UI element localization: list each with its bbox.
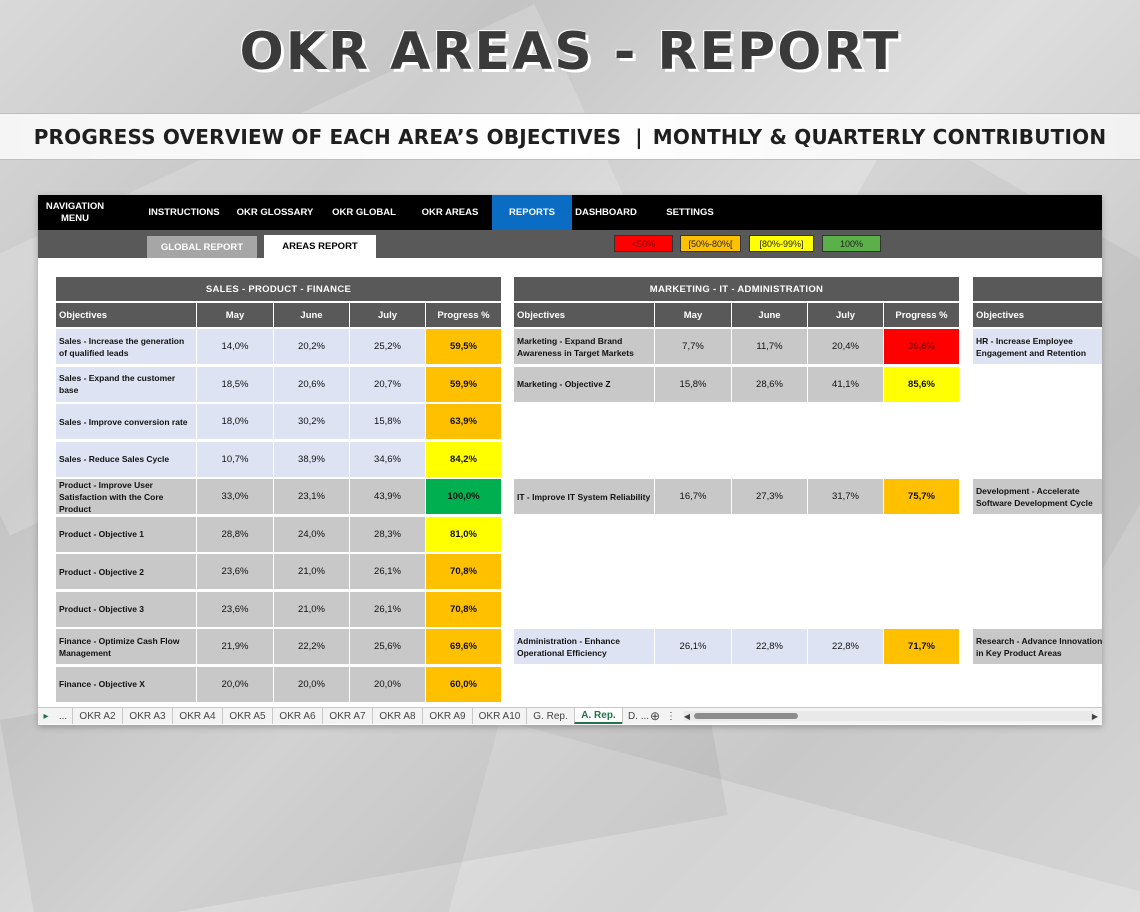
month-value-may[interactable]: 21,9% xyxy=(197,629,273,665)
month-value-may[interactable]: 7,7% xyxy=(655,329,731,365)
report-subnav xyxy=(38,230,1102,258)
column-header-objectives: Objectives xyxy=(514,303,654,327)
sheet-tab[interactable]: OKR A9 xyxy=(422,708,472,724)
nav-dashboard[interactable]: DASHBOARD xyxy=(575,206,637,218)
subtitle-separator: | xyxy=(635,124,643,149)
column-header-may: May xyxy=(197,303,273,327)
column-header-july: July xyxy=(350,303,425,327)
legend-80-99: [80%-99%] xyxy=(749,235,814,252)
column-header-may: May xyxy=(655,303,731,327)
tab-global-report[interactable]: GLOBAL REPORT xyxy=(147,236,257,258)
nav-okr-areas[interactable]: OKR AREAS xyxy=(421,206,479,218)
objective-cell[interactable]: Sales - Reduce Sales Cycle xyxy=(56,442,196,478)
progress-cell[interactable]: 85,6% xyxy=(884,367,959,403)
column-header-objectives: Objectives xyxy=(56,303,196,327)
objective-cell[interactable]: Sales - Increase the generation of qualified leads xyxy=(56,329,196,365)
objective-cell[interactable]: Administration - Enhance Operational Efficiency xyxy=(514,629,654,665)
subtitle-left: PROGRESS OVERVIEW OF EACH AREA’S OBJECTIVES xyxy=(33,124,622,149)
objective-cell[interactable]: Product - Objective 1 xyxy=(56,517,196,553)
nav-reports[interactable]: REPORTS xyxy=(492,195,572,230)
scroll-tabs-right-icon[interactable]: ▸ xyxy=(43,710,49,722)
objective-cell[interactable]: HR - Increase Employee Engagement and Retention xyxy=(973,329,1102,365)
month-value-may[interactable]: 28,8% xyxy=(197,517,273,553)
sheet-tab[interactable]: D. ... xyxy=(622,708,654,724)
progress-cell[interactable]: 60,0% xyxy=(426,667,501,703)
panel-header xyxy=(973,277,1102,301)
month-value-may[interactable]: 20,0% xyxy=(197,667,273,703)
sheet-tab[interactable]: OKR A10 xyxy=(472,708,526,724)
month-value-june[interactable]: 22,8% xyxy=(732,629,807,665)
tabs-ellipsis[interactable]: ... xyxy=(58,710,68,722)
objective-cell[interactable]: Development - Accelerate Software Development Cycle xyxy=(973,479,1102,515)
legend-50-80: [50%-80%[ xyxy=(680,235,741,252)
tab-areas-report[interactable]: AREAS REPORT xyxy=(264,235,376,258)
objective-cell[interactable]: Finance - Optimize Cash Flow Management xyxy=(56,629,196,665)
month-value-july[interactable]: 25,2% xyxy=(350,329,425,365)
column-header-progress: Progress % xyxy=(884,303,959,327)
objective-cell[interactable]: Marketing - Objective Z xyxy=(514,367,654,403)
month-value-july[interactable]: 20,7% xyxy=(350,367,425,403)
sheet-tab[interactable]: OKR A8 xyxy=(372,708,422,724)
month-value-june[interactable]: 28,6% xyxy=(732,367,807,403)
nav-instructions[interactable]: INSTRUCTIONS xyxy=(148,206,220,218)
column-header-july: July xyxy=(808,303,883,327)
navigation-bar xyxy=(38,195,1102,230)
column-header-june: June xyxy=(732,303,807,327)
navigation-menu-label: NAVIGATION MENU xyxy=(45,200,105,224)
progress-cell[interactable]: 75,7% xyxy=(884,479,959,515)
month-value-may[interactable]: 18,5% xyxy=(197,367,273,403)
sheet-tab[interactable]: G. Rep. xyxy=(526,708,574,724)
month-value-may[interactable]: 23,6% xyxy=(197,592,273,628)
nav-settings[interactable]: SETTINGS xyxy=(666,206,714,218)
objective-cell[interactable]: IT - Improve IT System Reliability xyxy=(514,479,654,515)
more-options-icon[interactable]: ⋮ xyxy=(666,710,676,722)
month-value-july[interactable]: 28,3% xyxy=(350,517,425,553)
progress-cell[interactable]: 70,8% xyxy=(426,554,501,590)
objective-cell[interactable]: Sales - Improve conversion rate xyxy=(56,404,196,440)
month-value-may[interactable]: 18,0% xyxy=(197,404,273,440)
panel-header: SALES - PRODUCT - FINANCE xyxy=(56,277,501,301)
sheet-tab[interactable]: OKR A2 xyxy=(72,708,122,724)
legend-100: 100% xyxy=(822,235,881,252)
progress-cell[interactable]: 59,9% xyxy=(426,367,501,403)
month-value-june[interactable]: 21,0% xyxy=(274,554,349,590)
progress-cell[interactable]: 63,9% xyxy=(426,404,501,440)
progress-cell[interactable]: 69,6% xyxy=(426,629,501,665)
subtitle-right: MONTHLY & QUARTERLY CONTRIBUTION xyxy=(652,124,1107,149)
sheet-tab[interactable]: OKR A5 xyxy=(222,708,272,724)
objective-cell[interactable]: Product - Objective 2 xyxy=(56,554,196,590)
objective-cell[interactable]: Product - Improve User Satisfaction with the Core Product xyxy=(56,479,196,515)
month-value-june[interactable]: 20,6% xyxy=(274,367,349,403)
objective-cell[interactable]: Research - Advance Innovation in Key Product Areas xyxy=(973,629,1102,665)
spreadsheet-view xyxy=(38,195,1102,725)
objective-cell[interactable]: Product - Objective 3 xyxy=(56,592,196,628)
month-value-may[interactable]: 23,6% xyxy=(197,554,273,590)
month-value-may[interactable]: 14,0% xyxy=(197,329,273,365)
objective-cell[interactable]: Finance - Objective X xyxy=(56,667,196,703)
column-header-june: June xyxy=(274,303,349,327)
month-value-june[interactable]: 38,9% xyxy=(274,442,349,478)
sheet-tab[interactable]: OKR A7 xyxy=(322,708,372,724)
month-value-june[interactable]: 30,2% xyxy=(274,404,349,440)
month-value-may[interactable]: 15,8% xyxy=(655,367,731,403)
subtitle-band xyxy=(0,113,1140,160)
scroll-left-icon[interactable]: ◀ xyxy=(683,711,691,721)
sheet-tab[interactable]: OKR A3 xyxy=(122,708,172,724)
month-value-may[interactable]: 16,7% xyxy=(655,479,731,515)
sheet-tabs-bar xyxy=(38,707,1102,724)
month-value-may[interactable]: 26,1% xyxy=(655,629,731,665)
objective-cell[interactable]: Marketing - Expand Brand Awareness in Target Markets xyxy=(514,329,654,365)
column-header-objectives: Objectives xyxy=(973,303,1102,327)
sheet-tab[interactable]: OKR A6 xyxy=(272,708,322,724)
panel-header: MARKETING - IT - ADMINISTRATION xyxy=(514,277,959,301)
legend-below-50: <50% xyxy=(614,235,673,252)
month-value-july[interactable]: 22,8% xyxy=(808,629,883,665)
month-value-june[interactable]: 20,2% xyxy=(274,329,349,365)
nav-okr-global[interactable]: OKR GLOBAL xyxy=(332,206,396,218)
month-value-july[interactable]: 20,0% xyxy=(350,667,425,703)
add-sheet-icon[interactable]: ⊕ xyxy=(649,709,661,723)
month-value-july[interactable]: 20,4% xyxy=(808,329,883,365)
sheet-tab[interactable]: OKR A4 xyxy=(172,708,222,724)
month-value-june[interactable]: 21,0% xyxy=(274,592,349,628)
progress-cell[interactable]: 59,5% xyxy=(426,329,501,365)
month-value-july[interactable]: 34,6% xyxy=(350,442,425,478)
month-value-june[interactable]: 22,2% xyxy=(274,629,349,665)
month-value-may[interactable]: 33,0% xyxy=(197,479,273,515)
month-value-july[interactable]: 26,1% xyxy=(350,554,425,590)
scrollbar-thumb[interactable] xyxy=(694,713,798,719)
month-value-june[interactable]: 23,1% xyxy=(274,479,349,515)
sheet-tab[interactable]: A. Rep. xyxy=(574,708,622,724)
month-value-june[interactable]: 24,0% xyxy=(274,517,349,553)
month-value-june[interactable]: 20,0% xyxy=(274,667,349,703)
month-value-july[interactable]: 43,9% xyxy=(350,479,425,515)
scroll-right-icon[interactable]: ▶ xyxy=(1091,711,1099,721)
progress-cell[interactable]: 39,8% xyxy=(884,329,959,365)
progress-cell[interactable]: 71,7% xyxy=(884,629,959,665)
month-value-june[interactable]: 27,3% xyxy=(732,479,807,515)
progress-cell[interactable]: 84,2% xyxy=(426,442,501,478)
month-value-july[interactable]: 25,6% xyxy=(350,629,425,665)
month-value-july[interactable]: 26,1% xyxy=(350,592,425,628)
month-value-july[interactable]: 41,1% xyxy=(808,367,883,403)
month-value-may[interactable]: 10,7% xyxy=(197,442,273,478)
nav-okr-glossary[interactable]: OKR GLOSSARY xyxy=(236,206,314,218)
objective-cell[interactable]: Sales - Expand the customer base xyxy=(56,367,196,403)
progress-cell[interactable]: 100,0% xyxy=(426,479,501,515)
month-value-july[interactable]: 31,7% xyxy=(808,479,883,515)
progress-cell[interactable]: 81,0% xyxy=(426,517,501,553)
progress-cell[interactable]: 70,8% xyxy=(426,592,501,628)
month-value-july[interactable]: 15,8% xyxy=(350,404,425,440)
column-header-progress: Progress % xyxy=(426,303,501,327)
month-value-june[interactable]: 11,7% xyxy=(732,329,807,365)
page-title: OKR AREAS - REPORT xyxy=(239,22,901,82)
